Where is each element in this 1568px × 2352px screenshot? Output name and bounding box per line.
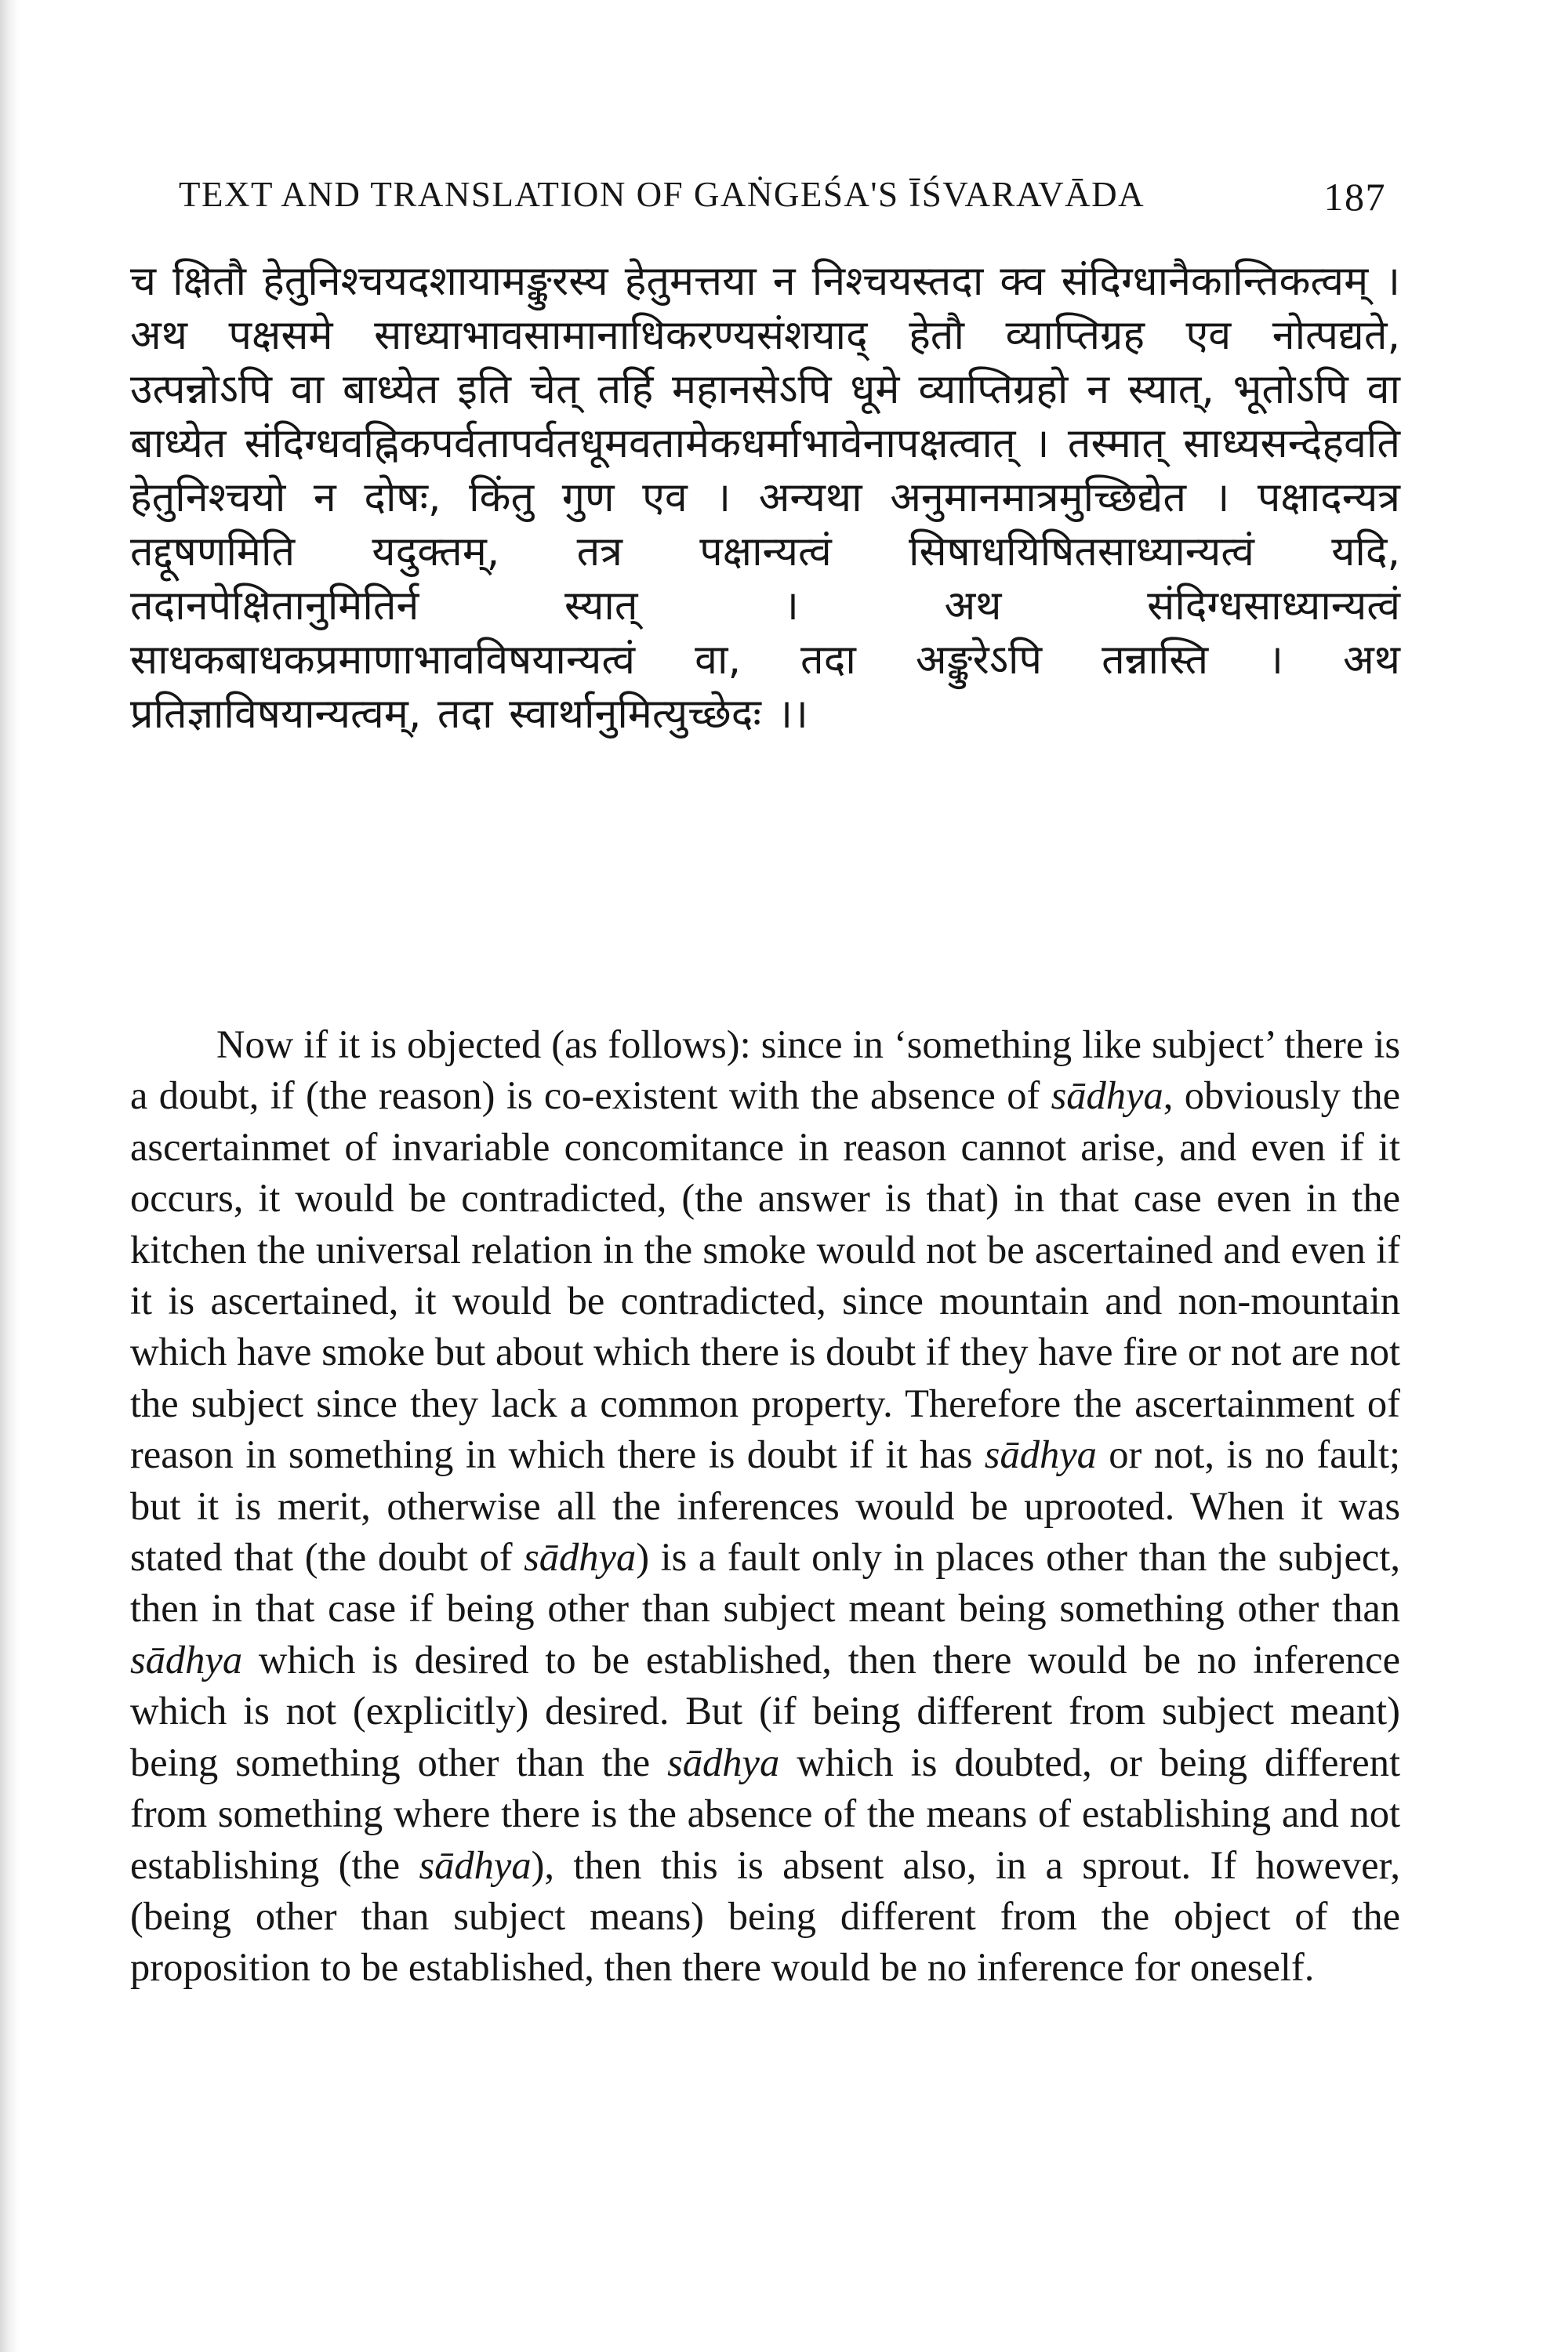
- sadhya-term: sādhya: [667, 1740, 780, 1784]
- translation-text: which is desired to be established, then there would be no inference which is not (explicitly) desired. But (if being different from subject meant) being something other than the: [130, 1637, 1400, 1784]
- translation-text: ) is a fault only in places other than the subject, then in that case if being other than subject meant being something other than: [130, 1535, 1400, 1631]
- translation-block: [130, 1019, 1400, 1994]
- sadhya-term: sādhya: [419, 1842, 532, 1887]
- translation-text: which is doubted, or being different from something where there is the absence of the means of establishing and not establishing (the: [130, 1740, 1400, 1887]
- sanskrit-text-block: [130, 255, 1400, 742]
- sadhya-term: sādhya: [984, 1432, 1097, 1477]
- translation-text: Now if it is objected (as follows): since in ‘something like subject’ there is a doubt, if (the reason) is co-existent with the absence of: [130, 1022, 1400, 1118]
- translation-paragraph: [130, 1019, 1400, 1994]
- translation-text: , obviously the ascertainmet of invariable concomitance in reason cannot arise, and even if it occurs, it would be contradicted, (the answer is that) in that case even in the kitchen the universal relation in the smoke would not be ascertained and even if it is ascertained, it would be contradicted, since mountain and non-mountain which have smoke but about which there is doubt if they have fire or not are not the subject since they lack a common property. Therefore the ascertainment of reason in something in which there is doubt if it has: [130, 1073, 1400, 1477]
- sadhya-term: sādhya: [524, 1535, 637, 1580]
- running-header: [179, 174, 1386, 229]
- scan-edge-shadow: [0, 0, 19, 2352]
- translation-text: or not, is no fault; but it is merit, otherwise all the inferences would be uprooted. When it was stated that (the doubt of: [130, 1432, 1401, 1580]
- sanskrit-paragraph: च क्षितौ हेतुनिश्चयदशायामङ्कुरस्य हेतुमत्तया न निश्चयस्तदा क्व संदिग्धानैकान्तिकत्वम् । अथ पक्षसमे साध्याभावसामानाधिकरण्यसंशयाद् हेतौ व्याप्तिग्रह एव नोत्पद्यते, उत्पन्नोऽपि वा बाध्येत इति चेत् तर्हि महानसेऽपि धूमे व्याप्तिग्रहो न स्यात्, भूतोऽपि वा बाध्येत संदिग्धवह्निकपर्वतापर्वतधूमवतामेकधर्माभावेनापक्षत्वात् । तस्मात् साध्यसन्देहवति हेतुनिश्चयो न दोषः, किंतु गुण एव । अन्यथा अनुमानमात्रमुच्छिद्येत । पक्षादन्यत्र तद्दूषणमिति यदुक्तम्, तत्र पक्षान्यत्वं सिषाधयिषितसाध्यान्यत्वं यदि, तदानपेक्षितानुमितिर्न स्यात् । अथ संदिग्धसाध्यान्यत्वं साधकबाधकप्रमाणाभावविषयान्यत्वं वा, तदा अङ्कुरेऽपि तन्नास्ति । अथ प्रतिज्ञाविषयान्यत्वम्, तदा स्वार्थानुमित्युच्छेदः ।।: [130, 258, 1400, 738]
- sadhya-term: sādhya: [130, 1637, 243, 1682]
- sadhya-term: sādhya: [1051, 1073, 1163, 1118]
- page-number: 187: [1323, 175, 1386, 219]
- translation-text: ), then this is absent also, in a sprout. If however, (being other than subject means) being different from the object of the proposition to be established, then there would be no inference for oneself.: [130, 1842, 1400, 1990]
- header-title: TEXT AND TRANSLATION OF GAṄGEŚA'S ĪŚVARAVĀDA: [179, 175, 1145, 214]
